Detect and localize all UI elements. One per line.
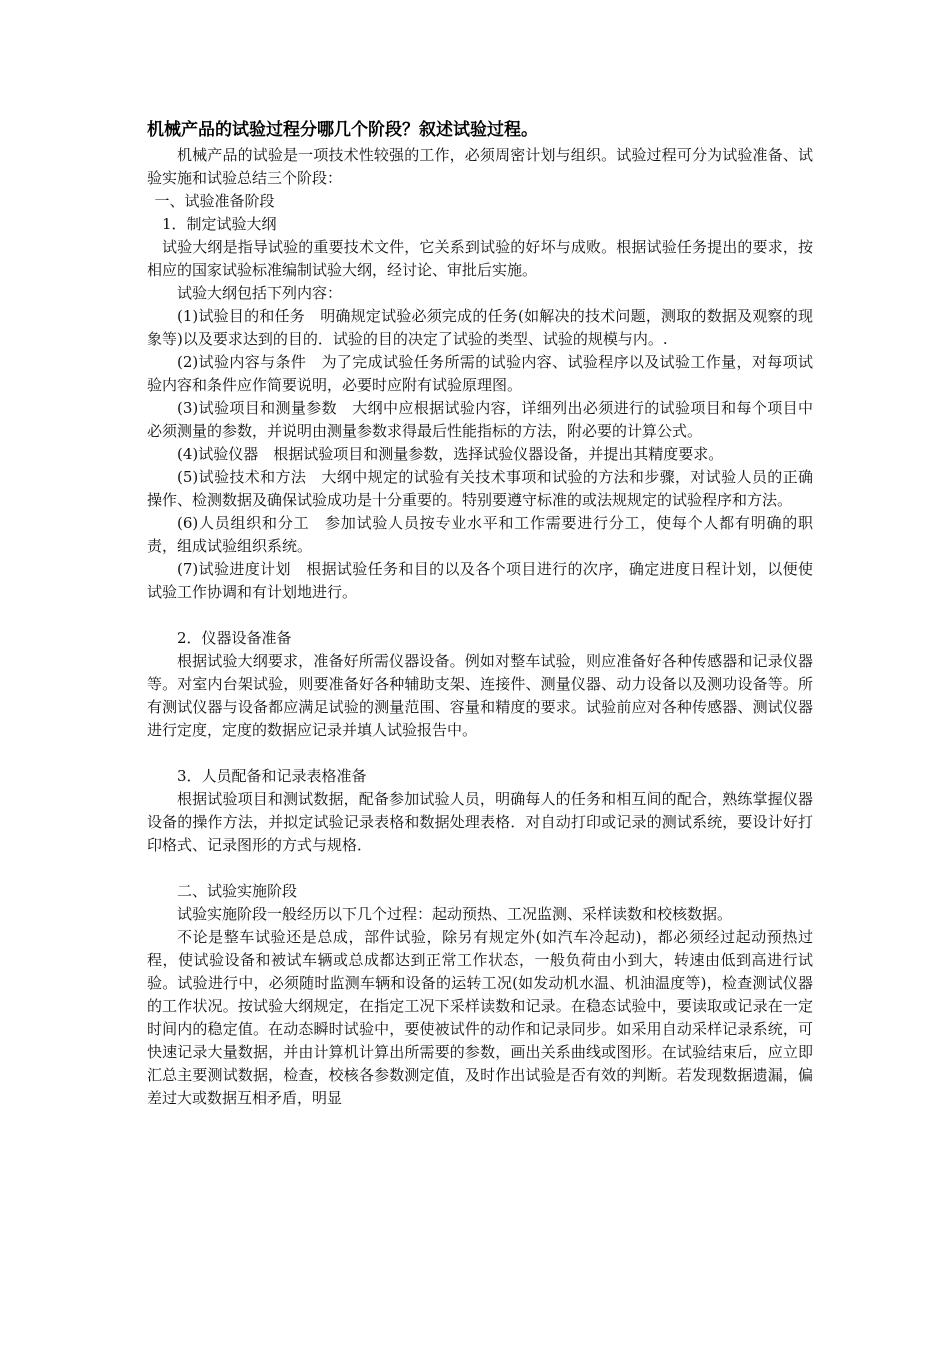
outline-item-5: (5)试验技术和方法 大纲中规定的试验有关技术事项和试验的方法和步骤，对试验人员的正确操作、检测数据及确保试验成功是十分重要的。特别要遵守标准的或法规规定的试验程序和方法。 (147, 468, 813, 509)
intro-paragraph: 机械产品的试验是一项技术性较强的工作，必须周密计划与组织。试验过程可分为试验准备、试验实施和试验总结三个阶段： (147, 146, 813, 187)
section1-list-intro: 试验大纲包括下列内容： (177, 284, 343, 302)
document-body (147, 118, 813, 1110)
section2-paragraph: 根据试验大纲要求，准备好所需仪器设备。例如对整车试验，则应准备好各种传感器和记录仪器等。对室内台架试验，则要准备好各种辅助支架、连接件、测量仪器、动力设备以及测功设备等。所有测试仪器与设备都应满足试验的测量范围、容量和精度的要求。试验前应对各种传感器、测试仪器进行定度，定度的数据应记录并填人试验报告中。 (147, 652, 813, 739)
stage2-paragraph: 不论是整车试验还是总成，部件试验，除另有规定外(如汽车冷起动)，都必须经过起动预热过程，使试验设备和被试车辆或总成都达到正常工作状态，一般负荷由小到大，转速由低到高进行试验。试验进行中，必须随时监测车辆和设备的运转工况(如发动机水温、机油温度等)，检查测试仪器的工作状况。按试验大纲规定，在指定工况下采样读数和记录。在稳态试验中，要读取或记录在一定时间内的稳定值。在动态瞬时试验中，要使被试件的动作和记录同步。如采用自动采样记录系统，可快速记录大量数据，并由计算机计算出所需要的参数，画出关系曲线或图形。在试验结束后，应立即汇总主要测试数据，检查，校核各参数测定值，及时作出试验是否有效的判断。若发现数据遗漏，偏差过大或数据互相矛盾，明显 (147, 928, 813, 1107)
outline-item-2: (2)试验内容与条件 为了完成试验任务所需的试验内容、试验程序以及试验工作量，对每项试验内容和条件应作简要说明，必要时应附有试验原理图。 (147, 353, 813, 394)
section3-heading: 3．人员配备和记录表格准备 (177, 767, 367, 785)
paragraph-spacer (147, 857, 813, 880)
section1-heading: 1．制定试验大纲 (162, 215, 277, 233)
page-title: 机械产品的试验过程分哪几个阶段？叙述试验过程。 (147, 120, 538, 140)
outline-item-4: (4)试验仪器 根据试验项目和测量参数，选择试验仪器设备，并提出其精度要求。 (177, 445, 724, 463)
outline-item-3: (3)试验项目和测量参数 大纲中应根据试验内容，详细列出必须进行的试验项目和每个项目中必须测量的参数，并说明由测量参数求得最后性能指标的方法，附必要的计算公式。 (147, 399, 813, 440)
section2-heading: 2．仪器设备准备 (177, 629, 292, 647)
section3-paragraph: 根据试验项目和测试数据，配备参加试验人员，明确每人的任务和相互间的配合，熟练掌握仪器设备的操作方法，并拟定试验记录表格和数据处理表格．对自动打印或记录的测试系统，要设计好打印格式、记录图形的方式与规格． (147, 790, 813, 854)
stage2-intro: 试验实施阶段一般经历以下几个过程：起动预热、工况监测、采样读数和校核数据。 (177, 905, 733, 923)
outline-item-6: (6)人员组织和分工 参加试验人员按专业水平和工作需要进行分工，使每个人都有明确的职责，组成试验组织系统。 (147, 514, 813, 555)
stage2-heading: 二、试验实施阶段 (177, 882, 298, 900)
section1-paragraph: 试验大纲是指导试验的重要技术文件，它关系到试验的好坏与成败。根据试验任务提出的要求，按相应的国家试验标准编制试验大纲，经讨论、审批后实施。 (147, 238, 813, 279)
paragraph-spacer (147, 742, 813, 765)
stage1-heading: 一、试验准备阶段 (154, 192, 275, 210)
outline-item-1: (1)试验目的和任务 明确规定试验必须完成的任务(如解决的技术问题，测取的数据及观察的现象等)以及要求达到的目的．试验的目的决定了试验的类型、试验的规模与内。. (147, 307, 813, 348)
outline-item-7: (7)试验进度计划 根据试验任务和目的以及各个项目进行的次序，确定进度日程计划，以便使试验工作协调和有计划地进行。 (147, 560, 813, 601)
paragraph-spacer (147, 604, 813, 627)
